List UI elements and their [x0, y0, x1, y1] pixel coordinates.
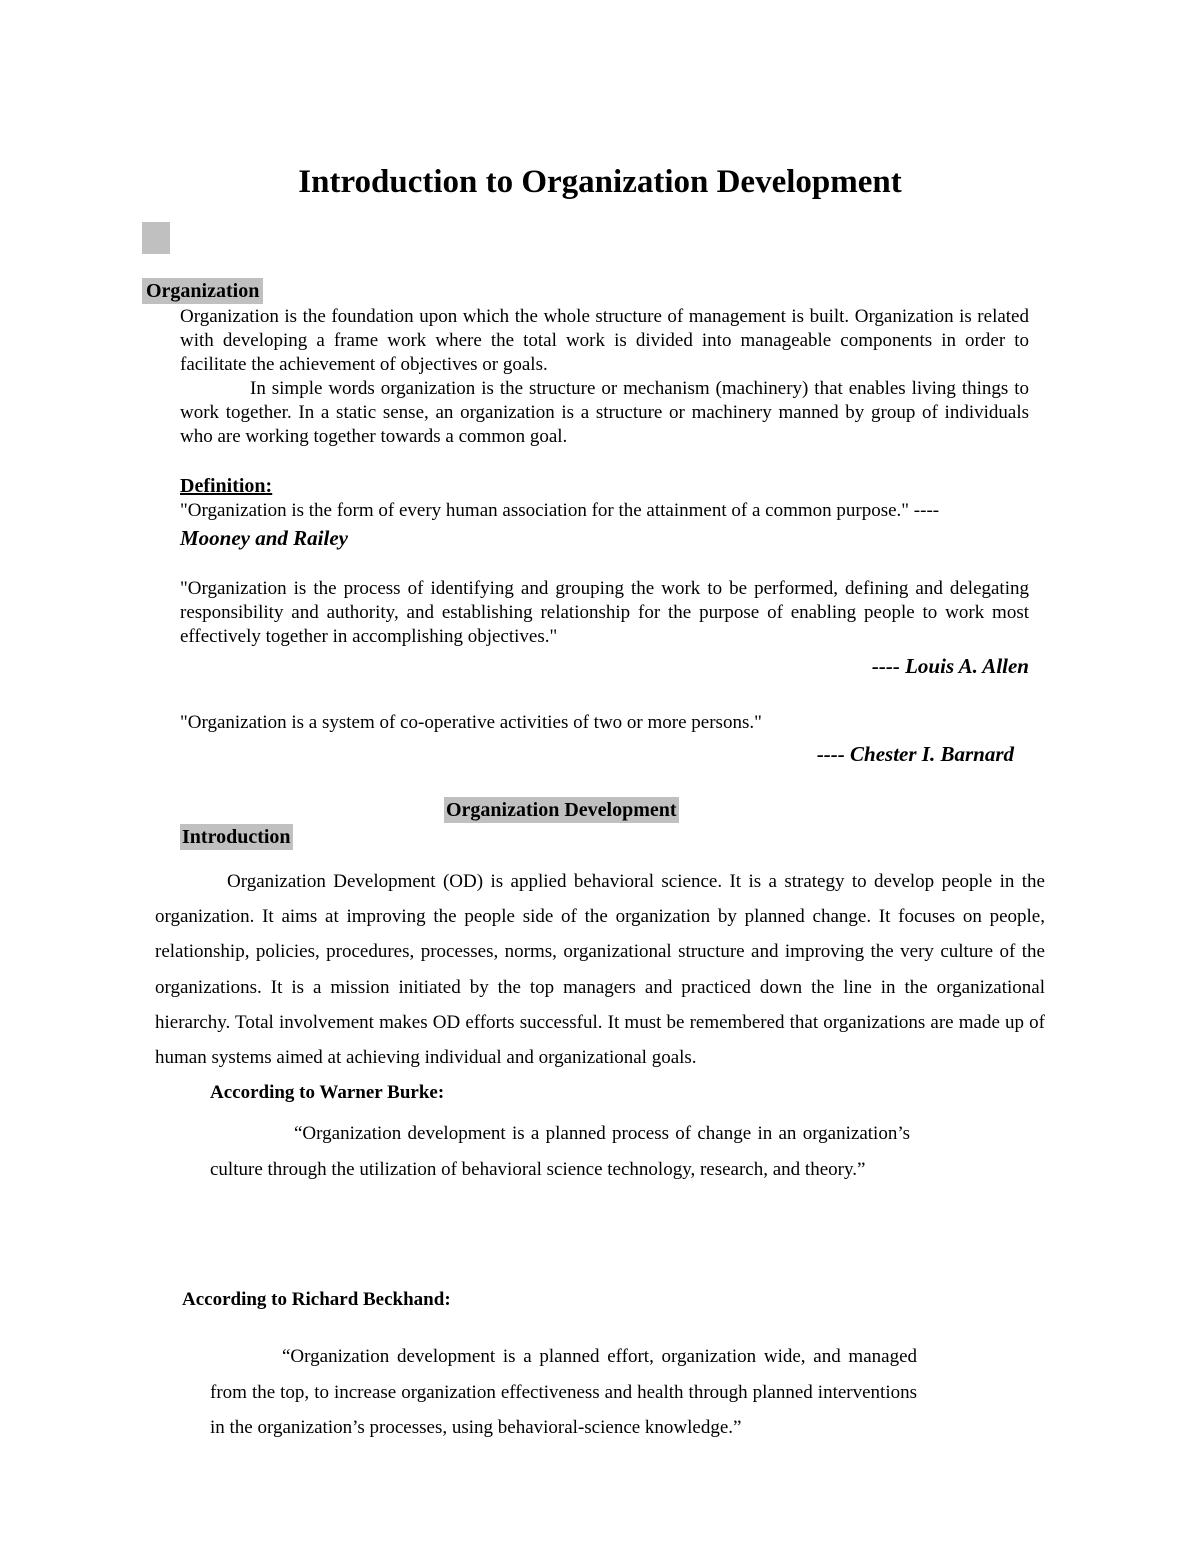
definition-quote-2: "Organization is the process of identifying and grouping the work to be performed, defining and delegating responsibility and authority, and establishing relationship for the purpose of enabling people to work most effectively together in accomplishing objectives."	[180, 578, 1029, 647]
beckhard-quote: “Organization development is a planned effort, organization wide, and managed from the top, to increase organization effectiveness and health through planned interventions in the organization’s processes, using behavioral-science knowledge.”	[210, 1346, 917, 1438]
definition-author-3: ---- Chester I. Barnard	[816, 742, 1014, 766]
organization-description	[180, 305, 1029, 449]
page-title: Introduction to Organization Development	[298, 164, 902, 200]
definition-author-1: Mooney and Railey	[180, 526, 348, 550]
od-introduction-body: Organization Development (OD) is applied behavioral science. It is a strategy to develop people in the organization. It aims at improving the people side of the organization by planned change. It focuses on people, relationship, policies, procedures, processes, norms, organizational structure and improving the very culture of the organizations. It is a mission initiated by the top managers and practiced down the line in the organizational hierarchy. Total involvement makes OD efforts successful. It must be remembered that organizations are made up of human systems aimed at achieving individual and organizational goals.	[155, 871, 1045, 1069]
definition-quote-1: "Organization is the form of every human association for the attainment of a common purpose." ----	[180, 500, 940, 521]
definition-label: Definition:	[180, 475, 273, 497]
definition-quote-3: "Organization is a system of co-operative activities of two or more persons."	[180, 712, 762, 733]
definition-author-2: ---- Louis A. Allen	[871, 654, 1029, 678]
subheading-introduction: Introduction	[182, 826, 291, 848]
beckhard-label: According to Richard Beckhand:	[182, 1289, 451, 1310]
section-heading-od: Organization Development	[446, 799, 677, 821]
gray-placeholder-box	[142, 222, 170, 254]
burke-quote: “Organization development is a planned process of change in an organization’s culture through the utilization of behavioral science technology, research, and theory.”	[210, 1123, 910, 1180]
burke-label: According to Warner Burke:	[210, 1082, 445, 1103]
organization-paragraph-2: In simple words organization is the structure or mechanism (machinery) that enables living things to work together. In a static sense, an organization is a structure or machinery manned by group of individuals who are working together towards a common goal.	[180, 378, 1029, 447]
section-heading-organization: Organization	[142, 278, 263, 304]
organization-paragraph-1: Organization is the foundation upon which the whole structure of management is built. Organization is related with developing a frame work where the total work is divided into manageable components in order to facilitate the achievement of objectives or goals.	[180, 306, 1029, 375]
